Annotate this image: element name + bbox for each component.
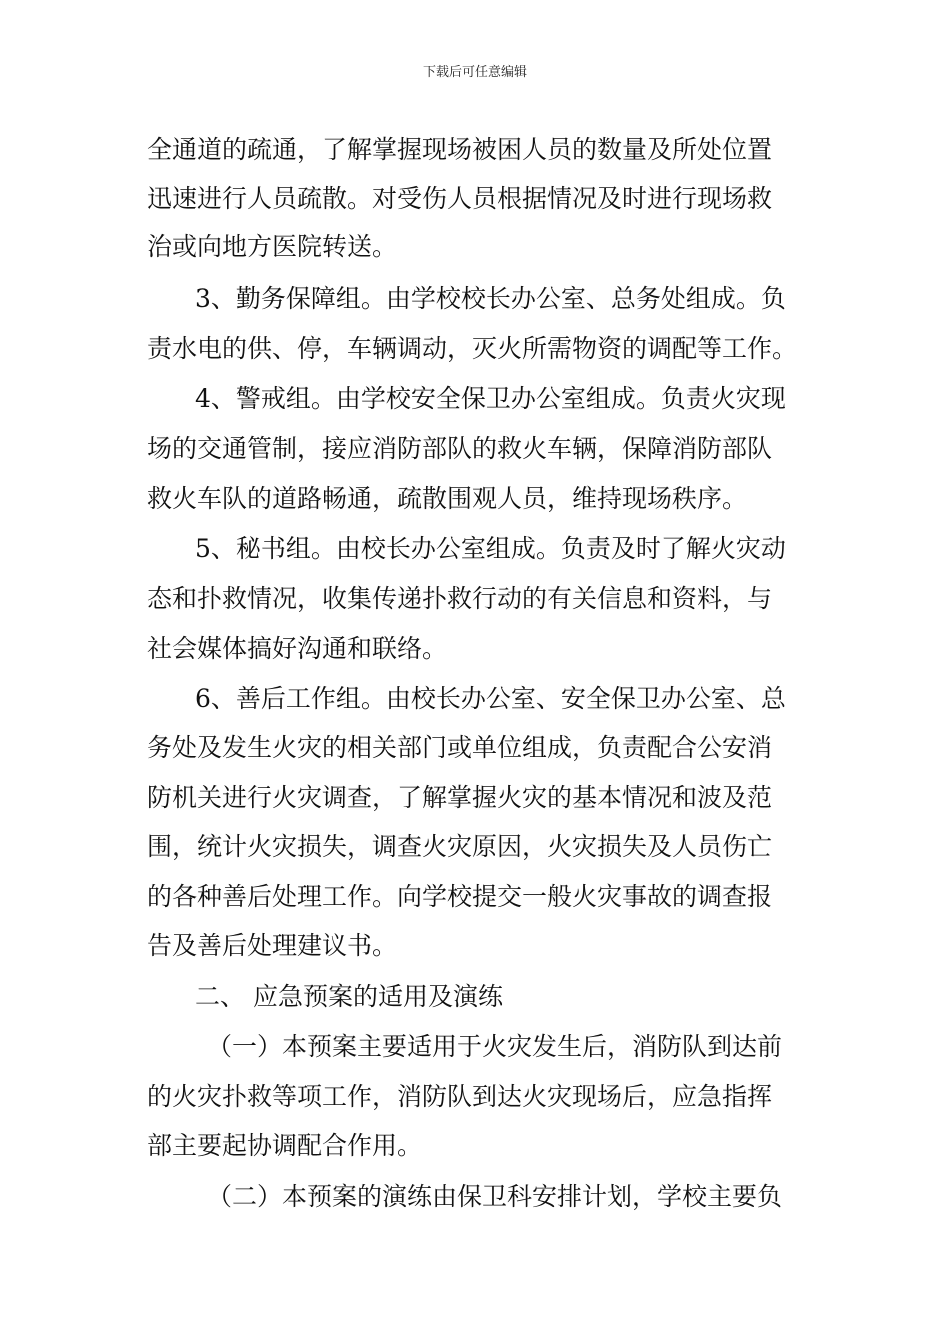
text-line-5: 责水电的供、停，车辆调动，灭火所需物资的调配等工作。 (147, 334, 798, 363)
text-line-21: 部主要起协调配合作用。 (147, 1131, 423, 1160)
text-line-17: 告及善后处理建议书。 (147, 931, 398, 960)
text-line-8: 救火车队的道路畅通，疏散围观人员，维持现场秩序。 (147, 484, 748, 513)
text-line-19: （一）本预案主要适用于火灾发生后，消防队到达前 (207, 1032, 783, 1061)
text-line-9: 5、秘书组。由校长办公室组成。负责及时了解火灾动 (195, 534, 786, 563)
text-line-10: 态和扑救情况，收集传递扑救行动的有关信息和资料，与 (147, 584, 773, 613)
text-line-4: 3、勤务保障组。由学校校长办公室、总务处组成。负 (195, 284, 786, 313)
text-line-3: 治或向地方医院转送。 (147, 232, 398, 261)
text-line-2: 迅速进行人员疏散。对受伤人员根据情况及时进行现场救 (147, 184, 773, 213)
text-line-1: 全通道的疏通，了解掌握现场被困人员的数量及所处位置 (147, 135, 773, 164)
text-line-15: 围，统计火灾损失，调查火灾原因，火灾损失及人员伤亡 (147, 832, 773, 861)
text-line-6: 4、警戒组。由学校安全保卫办公室组成。负责火灾现 (195, 384, 786, 413)
text-line-7: 场的交通管制，接应消防部队的救火车辆，保障消防部队 (147, 434, 773, 463)
text-line-14: 防机关进行火灾调查，了解掌握火灾的基本情况和波及范 (147, 783, 773, 812)
text-line-11: 社会媒体搞好沟通和联络。 (147, 634, 448, 663)
section-heading: 二、 应急预案的适用及演练 (195, 982, 503, 1011)
text-line-13: 务处及发生火灾的相关部门或单位组成，负责配合公安消 (147, 733, 773, 762)
text-line-20: 的火灾扑救等项工作，消防队到达火灾现场后，应急指挥 (147, 1082, 773, 1111)
page-header-note: 下载后可任意编辑 (422, 65, 527, 80)
text-line-22: （二）本预案的演练由保卫科安排计划，学校主要负 (207, 1182, 783, 1211)
text-line-12: 6、善后工作组。由校长办公室、安全保卫办公室、总 (195, 684, 786, 713)
text-line-16: 的各种善后处理工作。向学校提交一般火灾事故的调查报 (147, 882, 773, 911)
